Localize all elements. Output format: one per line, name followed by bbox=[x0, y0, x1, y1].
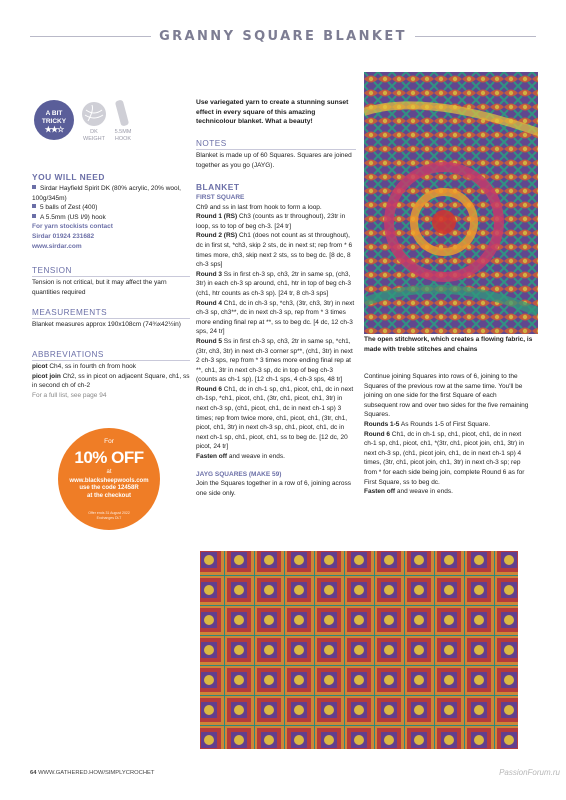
stitch-closeup-photo bbox=[364, 72, 538, 334]
list-item: picot join Ch2, ss in picot on adjacent Square, ch1, ss in second ch of ch-2 bbox=[32, 372, 190, 390]
notes-heading: NOTES bbox=[196, 139, 227, 148]
round-3: Round 3 Ss in first ch-3 sp, ch3, 2tr in same sp, (ch3, 3tr) in each ch-3 sp around, ch1, htr in top of beg ch-3 (ch1, htr counts as ch-3 sp). [24 tr, 8 ch-3 sps] bbox=[196, 270, 352, 297]
you-will-need-heading: YOU WILL NEED bbox=[32, 172, 105, 182]
page-number: 64 bbox=[30, 770, 37, 776]
round-4: Round 4 Ch1, dc in ch-3 sp, *ch3, (3tr, ch3, 3tr) in next ch-3 sp, ch3**, dc in next ch-3 sp, rep from * 3 times more ending final rep at **, ss to beg dc. [4 dc, 12 ch-3 sps, 24 tr] bbox=[196, 299, 355, 336]
promo-fine-print: Offer ends 31 August 2022 Exchanges DLT bbox=[88, 511, 130, 520]
materials-list bbox=[32, 184, 190, 251]
hook-size-caption: 5.5MM HOOK bbox=[114, 129, 132, 142]
divider bbox=[196, 149, 356, 150]
pattern-instructions: FIRST SQUARE Ch9 and ss in last from hook to form a loop. Round 1 (RS) Ch3 (counts as tr throughout), 23tr in loop, ss to top of beg ch-3. [24 tr] Round 2 (RS) Ch1 (does not count as st throughout), dc in first st, *ch3, skip 2 sts, dc in next st; rep from * 6 times more, ch3, skip next 2 sts, ss to beg dc. [8 dc, 8 ch-3 sps] Round 3 Ss in first ch-3 sp, ch3, 2tr in same sp, (ch3, 3tr) in each ch-3 sp around, ch1, htr in top of beg ch-3 (ch1, htr counts as ch-3 sp). [24 tr, 8 ch-3 sps] Round 4 Ch1, dc in ch-3 sp, *ch3, (3tr, ch3, 3tr) in next ch-3 sp, ch3**, dc in next ch-3 sp, rep from * 3 times more ending final rep at **, ss to beg dc. [4 dc, 12 ch-3 sps, 24 tr] Round 5 Ss in first ch-3 sp, ch3, 2tr in same sp, *ch1, (3tr, ch3, 3tr) in next ch-3 corner sp**, (ch1, 3tr) in next 2 ch-3 sps, rep from * 3 times more ending final rep at **, ch1, 3tr in next ch-3 sp, dc in top of beg ch-3 (counts as ch-1 sp). [12 ch-1 sps, 4 ch-3 sps, 48 tr] Round 6 Ch1, dc in ch-1 sp, ch1, picot, ch1, dc in next ch-1sp, *ch1, picot, ch1, (3tr, ch1, picot, ch1, 3tr) in next ch-3 sp, (ch1, picot, ch1, dc in next ch-1 sp) 3 times; rep from twice more, ch1, picot, ch1, (3tr, ch1, picot, ch1, 3tr) in next ch-3 sp, ch1, picot, ch1, dc in next ch-1 sp, ch1, picot, ch1, ss to beg dc. [12 dc, 20 picot, 24 tr] Fasten off and weave in ends. JAYG SQUARES (MAKE 59) Join the Squares together in a row of 6, joining across one side only. bbox=[196, 194, 355, 497]
footer-url[interactable]: WWW.GATHERED.HOW/SIMPLYCROCHET bbox=[38, 770, 155, 776]
discount-amount: 10% OFF bbox=[74, 448, 144, 467]
round-2: Round 2 (RS) Ch1 (does not count as st throughout), dc in first st, *ch3, skip 2 sts, dc in next st; rep from * 6 times more, ch3, skip next 2 sts, ss to beg dc. [8 dc, 8 ch-3 sps] bbox=[196, 232, 353, 269]
jayg-heading: JAYG SQUARES (MAKE 59) bbox=[196, 470, 282, 478]
divider bbox=[32, 276, 190, 277]
list-item: picot Ch4, ss in fourth ch from hook bbox=[32, 363, 137, 370]
round-6: Round 6 Ch1, dc in ch-1 sp, ch1, picot, ch1, dc in next ch-1sp, *ch1, picot, ch1, (3tr, ch1, picot, ch1, 3tr) in next ch-3 sp, (ch1, picot, ch1, dc in next ch-1 sp) 3 times; rep from twice more, ch1, picot, ch1, (3tr, ch1, picot, ch1, 3tr) in next ch-3 sp, ch1, picot, ch1, dc in next ch-1 sp, ch1, picot, ch1, ss to beg dc. [12 dc, 20 picot, 24 tr] bbox=[196, 385, 354, 451]
list-item: 5 balls of Zest (400) bbox=[32, 203, 190, 213]
joining-instructions: Continue joining Squares into rows of 6, joining to the Squares of the previous row at the same time. You'll be joining on one side for the first Square of each subsequent row and over two sides for the five remaining Squares. Rounds 1-5 As Rounds 1-5 of First Square. Round 6 Ch1, dc in ch-1 sp, ch1, picot, ch1, dc in next ch-1 sp, ch1, picot, ch1, *(3tr, ch1, picot join, ch1, 3tr) in next ch-3 sp, (ch1, picot join, ch1, dc in next ch-1 sp) 4 times, (3tr, ch1, picot join, ch1, 3tr) in next ch-3 sp; rep from * for each side being join, complete Round 6 as for First Square, ss to beg dc. Fasten off and weave in ends. bbox=[364, 373, 529, 496]
measurements-text: Blanket measures approx 190x108cm (74¾x42½in) bbox=[32, 321, 181, 328]
stockists-contact: Sirdar 01924 231682 bbox=[32, 232, 95, 240]
tension-heading: TENSION bbox=[32, 266, 72, 275]
discount-promo-badge: For 10% OFF at www.blacksheepwools.com use the code 12458R at the checkout Offer ends 31 August 2022 Exchanges DLT bbox=[58, 428, 160, 530]
skill-level-badge: A BIT TRICKY ★★☆ bbox=[34, 100, 74, 140]
star-rating-icon: ★★☆ bbox=[44, 125, 64, 134]
round-5: Round 5 Ss in first ch-3 sp, ch3, 2tr in same sp, *ch1, (3tr, ch3, 3tr) in next ch-3 corner sp**, (ch1, 3tr) in next 2 ch-3 sps, rep from * 3 times more ending final rep at **, ch1, 3tr in next ch-3 sp, dc in top of beg ch-3 (counts as ch-1 sp). [12 ch-1 sps, 4 ch-3 sps, 48 tr] bbox=[196, 337, 353, 384]
round-1: Round 1 (RS) Ch3 (counts as tr throughout), 23tr in loop, ss to top of beg ch-3. [24 tr] bbox=[196, 213, 346, 230]
list-item: Sirdar Hayfield Spirit DK (80% acrylic, 20% wool, 100g/345m) bbox=[32, 184, 190, 203]
full-list-reference: For a full list, see page 94 bbox=[32, 391, 107, 399]
blanket-photo bbox=[194, 545, 524, 755]
measurements-heading: MEASUREMENTS bbox=[32, 308, 108, 317]
page-header bbox=[0, 27, 566, 45]
crochet-hook-icon bbox=[115, 99, 129, 126]
photo-caption: The open stitchwork, which creates a flowing fabric, is made with treble stitches and chains bbox=[364, 336, 533, 353]
watermark: PassionForum.ru bbox=[499, 768, 560, 777]
stockists-url[interactable]: www.sirdar.com bbox=[32, 242, 82, 250]
list-item: A 5.5mm (US I/9) hook bbox=[32, 213, 190, 223]
jayg-text: Join the Squares together in a row of 6, joining across one side only. bbox=[196, 480, 352, 497]
notes-text: Blanket is made up of 60 Squares. Squares are joined together as you go (JAYG). bbox=[196, 152, 352, 169]
intro-text: Use variegated yarn to create a stunning sunset effect in every square of this amazing technicolour blanket. What a beauty! bbox=[196, 99, 349, 126]
stockists-label: For yarn stockists contact bbox=[32, 223, 113, 231]
yarn-ball-icon bbox=[82, 102, 106, 126]
promo-url: www.blacksheepwools.com use the code 12458R at the checkout bbox=[69, 478, 149, 499]
page-footer bbox=[30, 770, 154, 776]
abbreviations-list bbox=[32, 362, 190, 400]
divider bbox=[32, 318, 190, 319]
page-title: GRANNY SQUARE BLANKET bbox=[151, 29, 415, 44]
first-square-heading: FIRST SQUARE bbox=[196, 194, 245, 201]
tension-text: Tension is not critical, but it may affect the yarn quantities required bbox=[32, 279, 167, 296]
pattern-heading: BLANKET bbox=[196, 182, 240, 192]
yarn-weight-caption: DK WEIGHT bbox=[83, 129, 105, 142]
abbreviations-heading: ABBREVIATIONS bbox=[32, 350, 104, 359]
divider bbox=[32, 360, 190, 361]
